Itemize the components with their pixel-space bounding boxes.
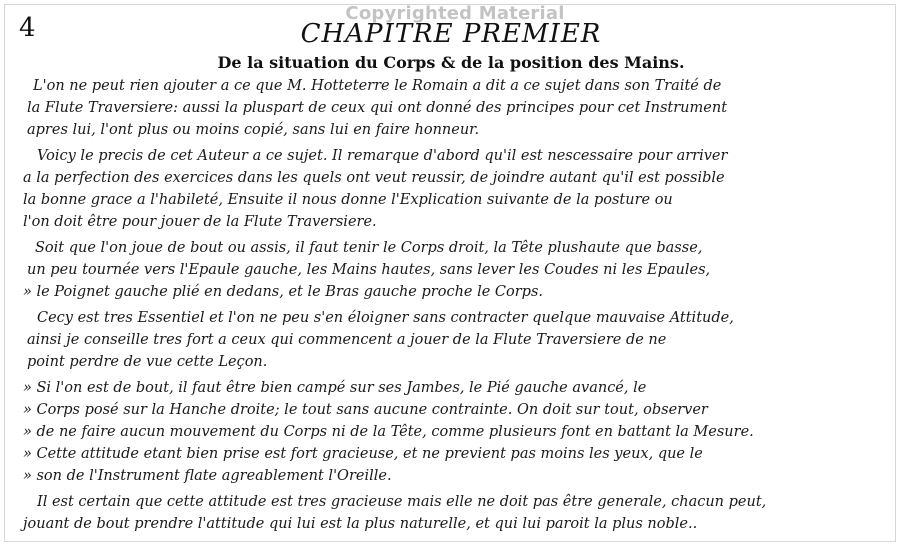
text-line-7: l'on doit être pour jouer de la Flute Traversiere. bbox=[23, 214, 377, 230]
text-line-6: la bonne grace a l'habileté, Ensuite il nous donne l'Explication suivante de la posture ou bbox=[23, 192, 673, 208]
text-line-4: Voicy le precis de cet Auteur a ce sujet. Il remarque d'abord qu'il est nescessaire pour arriver bbox=[37, 148, 728, 164]
text-line-13: point perdre de vue cette Leçon. bbox=[27, 354, 268, 370]
text-line-12: ainsi je conseille tres fort a ceux qui commencent a jouer de la Flute Traversiere de ne bbox=[27, 332, 667, 348]
text-line-10: » le Poignet gauche plié en dedans, et le Bras gauche proche le Corps. bbox=[23, 284, 544, 300]
chapter-subtitle: De la situation du Corps & de la position des Mains. bbox=[217, 53, 685, 72]
text-line-2: la Flute Traversiere: aussi la pluspart de ceux qui ont donné des principes pour cet Instrument bbox=[27, 100, 728, 116]
text-line-9: un peu tournée vers l'Epaule gauche, les Mains hautes, sans lever les Coudes ni les Epaules, bbox=[27, 262, 711, 278]
text-line-11: Cecy est tres Essentiel et l'on ne peu s'en éloigner sans contracter quelque mauvaise Attitude, bbox=[37, 310, 734, 326]
text-line-20: jouant de bout prendre l'attitude qui lui est la plus naturelle, et qui lui paroit la plus noble.. bbox=[23, 516, 698, 532]
page-number: 4 bbox=[19, 13, 36, 43]
chapter-body bbox=[5, 79, 896, 539]
text-line-8: Soit que l'on joue de bout ou assis, il faut tenir le Corps droit, la Tête plushaute que basse, bbox=[35, 240, 703, 256]
text-line-16: » de ne faire aucun mouvement du Corps ni de la Tête, comme plusieurs font en battant la Mesure. bbox=[23, 424, 754, 440]
text-line-5: a la perfection des exercices dans les quels ont veut reussir, de joindre autant qu'il est possible bbox=[23, 170, 725, 186]
book-page bbox=[4, 4, 896, 542]
text-line-14: » Si l'on est de bout, il faut être bien campé sur ses Jambes, le Pié gauche avancé, le bbox=[23, 380, 647, 396]
text-line-17: » Cette attitude etant bien prise est fort gracieuse, et ne previent pas moins les yeux, que le bbox=[23, 446, 703, 462]
text-line-15: » Corps posé sur la Hanche droite; le tout sans aucune contrainte. On doit sur tout, observer bbox=[23, 402, 708, 418]
text-line-19: Il est certain que cette attitude est tres gracieuse mais elle ne doit pas être generale, chacun peut, bbox=[37, 494, 767, 510]
chapter-title: CHAPITRE PREMIER bbox=[300, 19, 602, 49]
text-line-18: » son de l'Instrument flate agreablement l'Oreille. bbox=[23, 468, 392, 484]
text-line-3: apres lui, l'ont plus ou moins copié, sans lui en faire honneur. bbox=[27, 122, 480, 138]
text-line-1: L'on ne peut rien ajouter a ce que M. Hotteterre le Romain a dit a ce sujet dans son Traité de bbox=[33, 78, 722, 94]
copyright-watermark: Copyrighted Material bbox=[345, 4, 565, 24]
